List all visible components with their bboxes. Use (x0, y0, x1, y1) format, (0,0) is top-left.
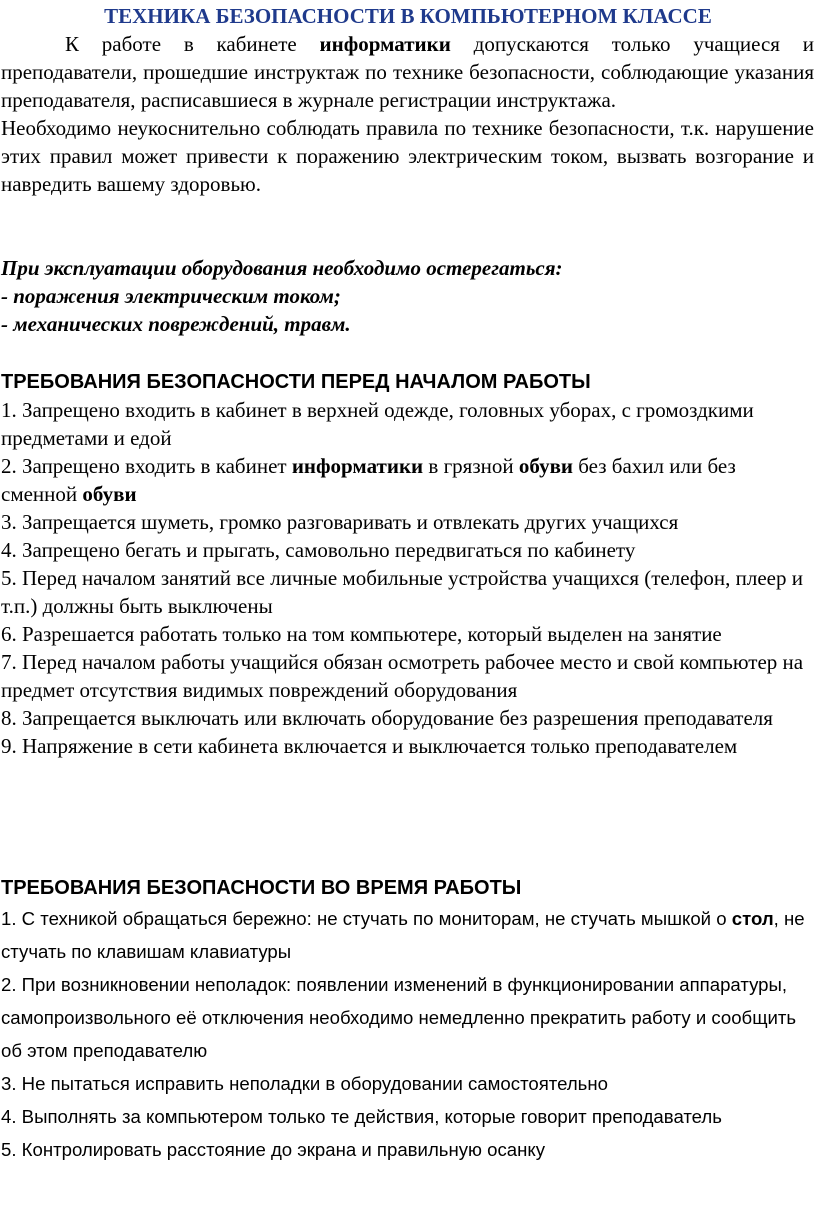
before-item-2-bold-3: обуви (82, 482, 137, 506)
intro-paragraph-1 (1, 30, 814, 114)
intro-bold-word: информатики (319, 32, 451, 56)
before-item-1: 1. Запрещено входить в кабинет в верхней одежде, головных уборах, с громоздкими предметами и едой (1, 398, 754, 450)
during-item-1-text-b: , не стучать по клавишам клавиатуры (1, 908, 805, 962)
before-work-section (1, 368, 814, 760)
during-work-heading: ТРЕБОВАНИЯ БЕЗОПАСНОСТИ ВО ВРЕМЯ РАБОТЫ (1, 877, 522, 899)
before-item-2 (1, 452, 814, 508)
before-item-2-text-c: в грязной (423, 454, 519, 478)
before-item-6: 6. Разрешается работать только на том компьютере, который выделен на занятие (1, 622, 722, 646)
during-item-1-bold: стол (731, 908, 774, 929)
caution-item-1: - поражения электрическим током; (1, 284, 341, 308)
before-work-heading: ТРЕБОВАНИЯ БЕЗОПАСНОСТИ ПЕРЕД НАЧАЛОМ РАБОТЫ (1, 371, 591, 393)
during-item-1 (1, 902, 814, 968)
intro-text-a: К работе в кабинете (65, 32, 320, 56)
caution-heading: При эксплуатации оборудования необходимо остерегаться: (1, 256, 563, 280)
caution-item-2: - механических повреждений, травм. (1, 312, 351, 336)
during-item-4: 4. Выполнять за компьютером только те действия, которые говорит преподаватель (1, 1106, 722, 1127)
before-item-2-text-a: 2. Запрещено входить в кабинет (1, 454, 292, 478)
during-work-section (1, 874, 814, 1166)
before-item-2-bold-2: обуви (518, 454, 574, 478)
before-item-2-text-d: без бахил или без сменной (1, 454, 736, 506)
before-item-9: 9. Напряжение в сети кабинета включается и выключается только преподавателем (1, 734, 738, 758)
during-item-1-text-a: 1. С техникой обращаться бережно: не стучать по мониторам, не стучать мышкой о (1, 908, 732, 929)
before-item-2-bold-1: информатики (291, 454, 424, 478)
before-item-4: 4. Запрещено бегать и прыгать, самовольно передвигаться по кабинету (1, 538, 636, 562)
before-item-5: 5. Перед началом занятий все личные мобильные устройства учащихся (телефон, плеер и т.п.) должны быть выключены (1, 566, 803, 618)
before-item-7: 7. Перед началом работы учащийся обязан осмотреть рабочее место и свой компьютер на предмет отсутствия видимых повреждений оборудования (1, 650, 804, 702)
before-item-8: 8. Запрещается выключать или включать оборудование без разрешения преподавателя (1, 706, 773, 730)
during-item-5: 5. Контролировать расстояние до экрана и правильную осанку (1, 1139, 546, 1160)
page-title: ТЕХНИКА БЕЗОПАСНОСТИ В КОМПЬЮТЕРНОМ КЛАССЕ (104, 4, 712, 28)
during-item-3: 3. Не пытаться исправить неполадки в оборудовании самостоятельно (1, 1073, 608, 1094)
intro-section (1, 30, 814, 198)
before-item-3: 3. Запрещается шуметь, громко разговаривать и отвлекать других учащихся (1, 510, 679, 534)
caution-section (1, 254, 814, 338)
intro-paragraph-2: Необходимо неукоснительно соблюдать правила по технике безопасности, т.к. нарушение этих правил может привести к поражению электрическим током, вызвать возгорание и навредить вашему здоровью. (1, 116, 814, 196)
during-item-2: 2. При возникновении неполадок: появлении изменений в функционировании аппаратуры, самопроизвольного её отключения необходимо немедленно прекратить работу и сообщить об этом преподавателю (1, 974, 797, 1061)
intro-text-b: допускаются только учащиеся и преподаватели, прошедшие инструктаж по технике безопасности, соблюдающие указания преподавателя, расписавшиеся в журнале регистрации инструктажа. (1, 32, 814, 112)
